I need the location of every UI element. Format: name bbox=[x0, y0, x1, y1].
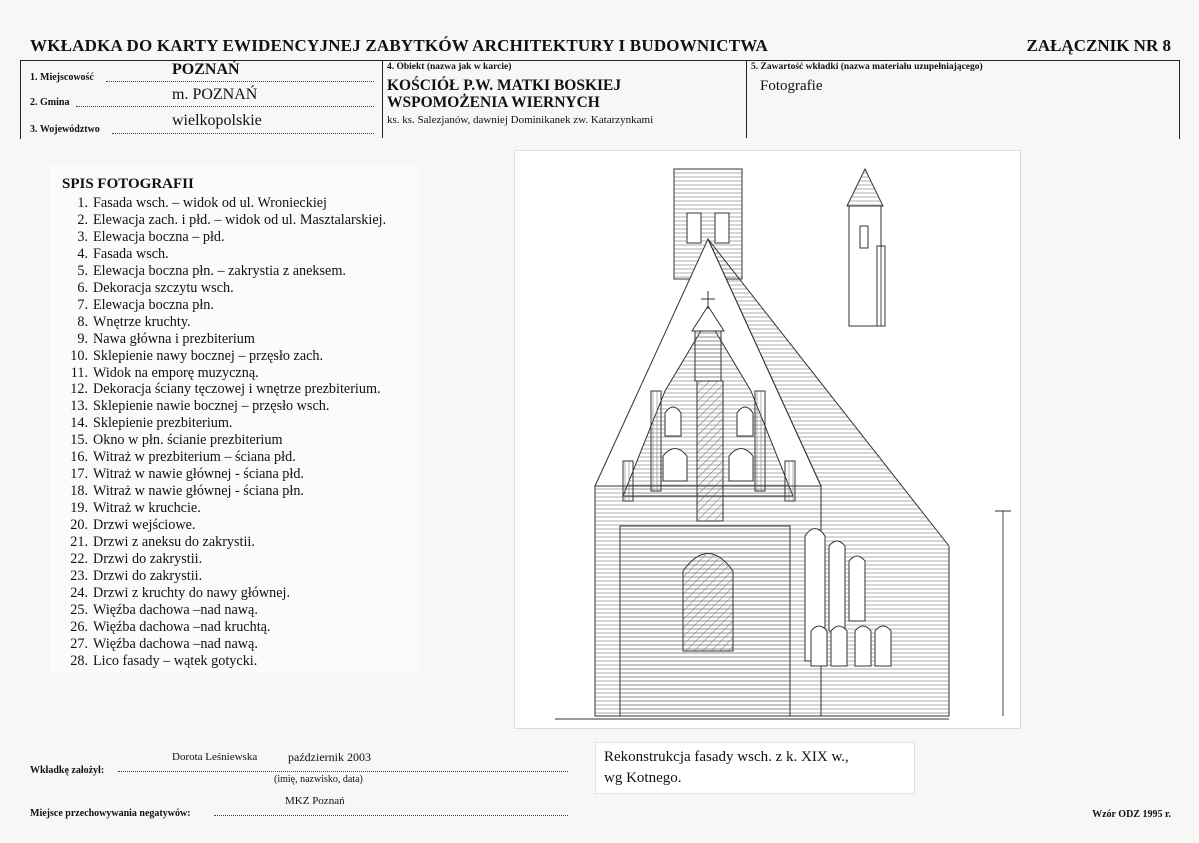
photo-list-item bbox=[66, 348, 420, 365]
photo-description: Witraż w prezbiterium – ściana płd. bbox=[93, 449, 296, 466]
photo-description: Sklepienie nawie bocznej – przęsło wsch. bbox=[93, 398, 330, 415]
contents-value: Fotografie bbox=[760, 78, 823, 94]
photo-number: 8. bbox=[77, 313, 88, 330]
photo-list-item bbox=[66, 212, 420, 229]
photo-list-item bbox=[66, 636, 420, 653]
photo-description: Okno w płn. ścianie prezbiterium bbox=[93, 432, 283, 449]
photo-list-item bbox=[66, 280, 420, 297]
photo-description: Drzwi do zakrystii. bbox=[93, 551, 203, 568]
photo-description: Więźba dachowa –nad nawą. bbox=[93, 601, 258, 618]
storage-line bbox=[214, 815, 568, 816]
photo-list-item bbox=[66, 449, 420, 466]
photo-description: Fasada wsch. bbox=[93, 245, 169, 262]
photo-number: 26. bbox=[70, 618, 88, 635]
photo-number: 17. bbox=[70, 466, 88, 483]
form-title: WKŁADKA DO KARTY EWIDENCYJNEJ ZABYTKÓW ARCHITEKTURY I BUDOWNICTWA bbox=[30, 36, 769, 55]
photo-list-panel bbox=[50, 166, 420, 672]
miejscowosc-line bbox=[106, 81, 374, 82]
photo-number: 10. bbox=[70, 347, 88, 364]
photo-number: 16. bbox=[70, 449, 88, 466]
photo-description: Drzwi z kruchty do nawy głównej. bbox=[93, 584, 290, 601]
facade-drawing bbox=[514, 150, 1021, 729]
photo-list-item bbox=[66, 602, 420, 619]
photo-number: 6. bbox=[77, 279, 88, 296]
photo-description: Wnętrze kruchty. bbox=[93, 313, 191, 330]
photo-list-item bbox=[66, 517, 420, 534]
photo-list-heading: SPIS FOTOGRAFII bbox=[62, 176, 194, 192]
object-title-line2: WSPOMOŻENIA WIERNYCH bbox=[387, 94, 600, 111]
photo-list-item bbox=[66, 331, 420, 348]
photo-number: 14. bbox=[70, 415, 88, 432]
photo-number: 9. bbox=[77, 330, 88, 347]
author-label: Wkładkę założył: bbox=[30, 765, 105, 776]
author-name: Dorota Leśniewska bbox=[172, 751, 258, 763]
photo-number: 22. bbox=[70, 551, 88, 568]
gmina-label: 2. Gmina bbox=[30, 97, 70, 108]
photo-description: Lico fasady – wątek gotycki. bbox=[93, 652, 258, 669]
photo-description: Sklepienie prezbiterium. bbox=[93, 415, 233, 432]
photo-list-item bbox=[66, 398, 420, 415]
photo-number: 3. bbox=[77, 228, 88, 245]
miejscowosc-value: POZNAŃ bbox=[172, 61, 240, 78]
photo-description: Nawa główna i prezbiterium bbox=[93, 330, 255, 347]
template-note: Wzór ODZ 1995 r. bbox=[1092, 809, 1171, 820]
photo-list-item bbox=[66, 500, 420, 517]
photo-list-item bbox=[66, 229, 420, 246]
photo-number: 1. bbox=[77, 195, 88, 211]
photo-number: 24. bbox=[70, 584, 88, 601]
photo-number: 18. bbox=[70, 483, 88, 500]
object-title-line1: KOŚCIÓŁ P.W. MATKI BOSKIEJ bbox=[387, 77, 622, 94]
photo-list-item bbox=[66, 297, 420, 314]
photo-number: 23. bbox=[70, 567, 88, 584]
photo-number: 27. bbox=[70, 635, 88, 652]
photo-description: Witraż w nawie głównej - ściana płd. bbox=[93, 466, 304, 483]
photo-list-item bbox=[66, 466, 420, 483]
author-hint: (imię, nazwisko, data) bbox=[274, 774, 363, 785]
photo-number: 21. bbox=[70, 534, 88, 551]
contents-label: 5. Zawartość wkładki (nazwa materiału uzupełniającego) bbox=[751, 62, 983, 72]
photo-description: Dekoracja szczytu wsch. bbox=[93, 279, 234, 296]
photo-list-item bbox=[66, 381, 420, 398]
photo-number: 15. bbox=[70, 432, 88, 449]
photo-list-item bbox=[66, 551, 420, 568]
photo-description: Witraż w nawie głównej - ściana płn. bbox=[93, 483, 304, 500]
photo-list-item bbox=[66, 653, 420, 670]
gmina-line bbox=[76, 106, 374, 107]
photo-description: Widok na emporę muzyczną. bbox=[93, 364, 259, 381]
photo-description: Elewacja boczna płn. – zakrystia z aneksem. bbox=[93, 262, 346, 279]
photo-list-item bbox=[66, 314, 420, 331]
photo-list bbox=[50, 195, 420, 670]
photo-description: Elewacja boczna – płd. bbox=[93, 228, 225, 245]
church-facade-illustration bbox=[515, 151, 1020, 728]
author-line bbox=[118, 771, 568, 772]
photo-list-item bbox=[66, 568, 420, 585]
photo-number: 2. bbox=[77, 211, 88, 228]
photo-description: Więźba dachowa –nad kruchtą. bbox=[93, 618, 271, 635]
photo-list-item bbox=[66, 246, 420, 263]
photo-list-item bbox=[66, 365, 420, 382]
photo-list-item bbox=[66, 415, 420, 432]
miejscowosc-label: 1. Miejscowość bbox=[30, 72, 94, 83]
wojewodztwo-line bbox=[112, 133, 374, 134]
gmina-value: m. POZNAŃ bbox=[172, 86, 258, 103]
photo-list-item bbox=[66, 263, 420, 280]
photo-list-item bbox=[66, 483, 420, 500]
caption-line2: wg Kotnego. bbox=[604, 770, 682, 786]
object-label: 4. Obiekt (nazwa jak w karcie) bbox=[387, 62, 512, 72]
photo-number: 4. bbox=[77, 245, 88, 262]
photo-number: 11. bbox=[70, 364, 88, 381]
photo-description: Drzwi z aneksu do zakrystii. bbox=[93, 534, 255, 551]
photo-number: 12. bbox=[70, 381, 88, 398]
photo-number: 25. bbox=[70, 601, 88, 618]
object-subtitle: ks. ks. Salezjanów, dawniej Dominikanek zw. Katarzynkami bbox=[387, 114, 654, 126]
photo-description: Więźba dachowa –nad nawą. bbox=[93, 635, 258, 652]
photo-description: Elewacja zach. i płd. – widok od ul. Masztalarskiej. bbox=[93, 211, 387, 228]
photo-number: 7. bbox=[77, 296, 88, 313]
storage-value: MKZ Poznań bbox=[285, 795, 345, 807]
photo-number: 28. bbox=[70, 652, 88, 669]
photo-description: Dekoracja ściany tęczowej i wnętrze prezbiterium. bbox=[93, 381, 381, 398]
wojewodztwo-label: 3. Województwo bbox=[30, 124, 100, 135]
photo-description: Drzwi wejściowe. bbox=[93, 517, 196, 534]
wojewodztwo-value: wielkopolskie bbox=[172, 112, 262, 129]
annex-number: ZAŁĄCZNIK NR 8 bbox=[1026, 36, 1171, 55]
caption-line1: Rekonstrukcja fasady wsch. z k. XIX w., bbox=[604, 749, 849, 765]
photo-description: Fasada wsch. – widok od ul. Wronieckiej bbox=[93, 195, 328, 211]
author-date: październik 2003 bbox=[288, 750, 371, 764]
photo-description: Drzwi do zakrystii. bbox=[93, 567, 203, 584]
photo-description: Elewacja boczna płn. bbox=[93, 296, 214, 313]
photo-number: 13. bbox=[70, 398, 88, 415]
photo-list-item bbox=[66, 585, 420, 602]
photo-list-item bbox=[66, 432, 420, 449]
photo-description: Sklepienie nawy bocznej – przęsło zach. bbox=[93, 347, 324, 364]
photo-list-item bbox=[66, 534, 420, 551]
photo-list-item bbox=[66, 619, 420, 636]
photo-number: 20. bbox=[70, 517, 88, 534]
photo-list-item bbox=[66, 195, 420, 212]
photo-description: Witraż w kruchcie. bbox=[93, 500, 201, 517]
photo-number: 19. bbox=[70, 500, 88, 517]
storage-label: Miejsce przechowywania negatywów: bbox=[30, 808, 191, 819]
photo-number: 5. bbox=[77, 262, 88, 279]
drawing-caption bbox=[595, 742, 915, 794]
